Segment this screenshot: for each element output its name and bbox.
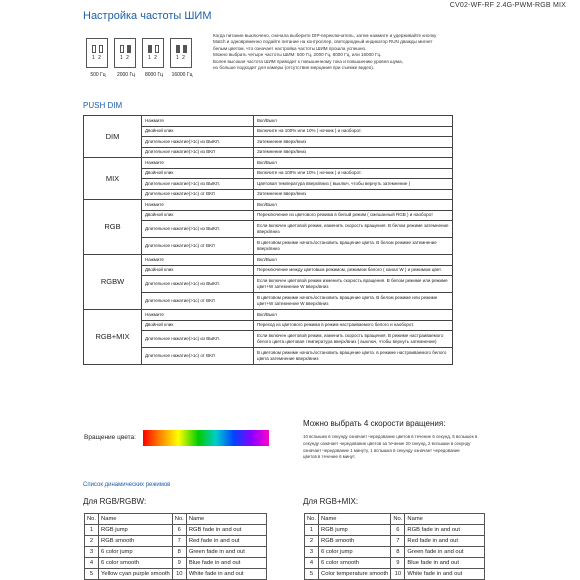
pwm-instructions: [213, 33, 453, 71]
table-row: [84, 116, 453, 127]
mode-name: RGB fade in and out: [186, 525, 266, 536]
mode-number: 1: [85, 525, 99, 536]
result-cell: Цветовая температура вверх/вниз ( выключ, чтобы вернуть затемнение ): [254, 179, 453, 190]
action-cell: Нажмите: [142, 310, 254, 321]
speed-text-line: цветов в течение 6 минут.: [303, 454, 356, 460]
mode-number: 4: [305, 558, 319, 569]
mode-number: 8: [391, 547, 405, 558]
pwm-section-title: Настройка частоты ШИМ: [83, 10, 212, 22]
result-cell: Вкл/Выкл: [254, 158, 453, 169]
rgb-rgbw-modes-table: [84, 513, 267, 580]
mode-number: 2: [305, 536, 319, 547]
dip-switch-box: [170, 38, 192, 68]
result-cell: Если включен цветовой режим, изменить скорость вращения. В режиме настраиваемого белого цвета цветовая температура вверх/вниз ( выключ, чтобы вернуть затемнение): [254, 331, 453, 348]
column-header: No.: [172, 514, 186, 525]
result-cell: Вкл/Выкл: [254, 116, 453, 127]
dip-lever: [155, 45, 159, 53]
action-cell: Длительное нажатие(>1с) из ВЫКЛ.: [142, 331, 254, 348]
action-cell: Двойной клик: [142, 210, 254, 221]
model-name: CV02-WF-RF 2.4G-PWM-RGB MIX: [449, 2, 566, 9]
speed-description: [303, 434, 478, 461]
dip-switch-3: [142, 38, 166, 78]
action-cell: Нажмите: [142, 255, 254, 266]
action-cell: Длительное нажатие(>1с) от ВКЛ: [142, 348, 254, 365]
dip-switch-levers: [148, 45, 159, 53]
mode-number: 5: [85, 569, 99, 580]
push-dim-title: PUSH DIM: [83, 101, 123, 110]
dynamic-modes-title: Список динамических режимов: [83, 482, 171, 488]
action-cell: Длительное нажатие(>1с) из ВЫКЛ.: [142, 137, 254, 148]
dip-lever: [99, 45, 103, 53]
pwm-text-line: Можно выбрать четыре частоты ШИМ: 500 Гц, 2000 Гц, 8000 Гц, или 16000 Гц.: [213, 52, 382, 58]
dip-switch-numbers: 1 2: [148, 55, 158, 61]
mode-name: Color temperature smooth: [319, 569, 391, 580]
dip-switch-1: [86, 38, 110, 78]
table-row: [85, 547, 267, 558]
table-row: [85, 536, 267, 547]
result-cell: Затемнение вверх/вниз: [254, 147, 453, 158]
table-row: [84, 158, 453, 169]
mode-number: 1: [305, 525, 319, 536]
result-cell: Включите на 100% или 10% ( ночник ) и наоборот.: [254, 126, 453, 137]
result-cell: Если включен цветовой режим, изменить скорость вращения. В белом режиме затемнение вверх/вниз: [254, 221, 453, 238]
mode-name: White fade in and out: [405, 569, 485, 580]
table-row: [84, 200, 453, 211]
mode-number: 9: [172, 558, 186, 569]
mode-number: 2: [85, 536, 99, 547]
dip-frequency-label: 2000 Гц: [116, 72, 136, 78]
result-cell: Переключение из цветового режима в белый режим ( смешанный RGB ) и наоборот: [254, 210, 453, 221]
result-cell: В цветовом режиме начать/остановить вращение цвета. В белом режиме затемнение вверх/вниз: [254, 238, 453, 255]
mode-name: Blue fade in and out: [186, 558, 266, 569]
mode-name: Yellow cyan purple smooth: [99, 569, 173, 580]
rgb-mix-title: Для RGB+MIX:: [303, 497, 359, 506]
dip-switch-numbers: 1 2: [176, 55, 186, 61]
pwm-text-line: белым цветом, что означает настройка частоты ШИМ прошла успешно.: [213, 45, 367, 51]
table-row: [305, 525, 485, 536]
mode-number: 4: [85, 558, 99, 569]
rgb-mix-modes-table: [304, 513, 485, 580]
dip-lever: [176, 45, 180, 53]
action-cell: Длительное нажатие(>1с) от ВКЛ: [142, 189, 254, 200]
dip-switch-levers: [120, 45, 131, 53]
table-row: [85, 525, 267, 536]
mode-name: MIX: [84, 158, 142, 200]
dip-lever: [92, 45, 96, 53]
mode-name: RGB jump: [99, 525, 173, 536]
mode-number: 3: [85, 547, 99, 558]
mode-number: 10: [172, 569, 186, 580]
mode-name: 6 color jump: [319, 547, 391, 558]
dip-switch-box: [114, 38, 136, 68]
result-cell: Переключение между цветовым режимом, режимом белого ( канал W ) и режимом цвет.: [254, 265, 453, 276]
dip-switch-box: [86, 38, 108, 68]
table-row: [84, 255, 453, 266]
result-cell: Вкл/Выкл: [254, 310, 453, 321]
pwm-text-line: но больше подходит для камеры (отсутствие мерцания при съемке видео).: [213, 65, 375, 71]
dip-lever: [148, 45, 152, 53]
table-row: [305, 558, 485, 569]
mode-number: 6: [391, 525, 405, 536]
result-cell: В цветовом режиме начать/остановить вращение цвета. В белом режиме или режиме цвет+W затемнение W вверх/вниз: [254, 293, 453, 310]
mode-name: 6 color jump: [99, 547, 173, 558]
dip-switch-4: [170, 38, 194, 78]
pwm-text-line: Когда питание выключено, сначала выберите DIP-переключатель, затем нажмите и удерживайте кнопку: [213, 33, 437, 38]
column-header: No.: [391, 514, 405, 525]
action-cell: Длительное нажатие(>1с) от ВКЛ: [142, 293, 254, 310]
mode-name: 6 color smooth: [99, 558, 173, 569]
table-row: [305, 547, 485, 558]
action-cell: Двойной клик: [142, 265, 254, 276]
column-header: No.: [305, 514, 319, 525]
color-rotation-gradient: [143, 430, 269, 446]
column-header: Name: [186, 514, 266, 525]
action-cell: Двойной клик: [142, 126, 254, 137]
result-cell: Затемнение вверх/вниз: [254, 137, 453, 148]
action-cell: Двойной клик: [142, 168, 254, 179]
dip-switch-diagrams: [86, 38, 194, 78]
result-cell: Включите на 100% или 10% ( ночник ) и наоборот.: [254, 168, 453, 179]
table-row: [85, 569, 267, 580]
mode-number: 7: [391, 536, 405, 547]
table-row: [305, 569, 485, 580]
dip-switch-numbers: 1 2: [120, 55, 130, 61]
mode-number: 9: [391, 558, 405, 569]
table-header-row: [305, 514, 485, 525]
mode-name: Green fade in and out: [405, 547, 485, 558]
dip-frequency-label: 8000 Гц: [144, 72, 164, 78]
action-cell: Нажмите: [142, 116, 254, 127]
mode-name: RGB: [84, 200, 142, 255]
mode-name: DIM: [84, 116, 142, 158]
mode-number: 6: [172, 525, 186, 536]
mode-name: RGB smooth: [99, 536, 173, 547]
dip-switch-box: [142, 38, 164, 68]
result-cell: Затемнение вверх/вниз: [254, 189, 453, 200]
mode-name: RGB jump: [319, 525, 391, 536]
dip-lever: [183, 45, 187, 53]
mode-name: Blue fade in and out: [405, 558, 485, 569]
table-row: [85, 558, 267, 569]
dip-switch-numbers: 1 2: [92, 55, 102, 61]
pwm-text-line: Более высокая частота ШИМ приводит к повышенному тока и повышению уровня шума,: [213, 58, 403, 64]
action-cell: Длительное нажатие(>1с) из ВЫКЛ.: [142, 179, 254, 190]
result-cell: Вкл/Выкл: [254, 255, 453, 266]
result-cell: Вкл/Выкл: [254, 200, 453, 211]
dip-switch-levers: [176, 45, 187, 53]
dip-frequency-label: 16000 Гц: [171, 72, 193, 78]
mode-name: RGB+MIX: [84, 310, 142, 365]
speed-text-line: секунду означает чередование цветов за течение 20 секунд, 2 вспышки в секунду: [303, 440, 471, 446]
mode-name: Red fade in and out: [186, 536, 266, 547]
mode-name: Red fade in and out: [405, 536, 485, 547]
mode-name: RGB fade in and out: [405, 525, 485, 536]
result-cell: В цветовом режиме начать/остановить вращение цвета. в режиме настраиваемого белого цвета затемнение вверх/вниз: [254, 348, 453, 365]
column-header: Name: [99, 514, 173, 525]
mode-name: RGB smooth: [319, 536, 391, 547]
mode-number: 7: [172, 536, 186, 547]
push-dim-table: [83, 115, 453, 365]
mode-number: 5: [305, 569, 319, 580]
mode-name: 6 color smooth: [319, 558, 391, 569]
result-cell: Переход из цветового режима в режим настраиваемого белого и наоборот.: [254, 320, 453, 331]
dip-frequency-label: 500 Гц: [90, 72, 106, 78]
rgb-rgbw-title: Для RGB/RGBW:: [83, 497, 147, 506]
action-cell: Длительное нажатие(>1с) из ВКЛ: [142, 147, 254, 158]
action-cell: Двойной клик: [142, 320, 254, 331]
table-row: [84, 310, 453, 321]
mode-name: Green fade in and out: [186, 547, 266, 558]
mode-number: 10: [391, 569, 405, 580]
mode-number: 3: [305, 547, 319, 558]
column-header: Name: [405, 514, 485, 525]
action-cell: Длительное нажатие(>1с) из ВЫКЛ.: [142, 276, 254, 293]
dip-switch-2: [114, 38, 138, 78]
table-row: [305, 536, 485, 547]
dip-lever: [120, 45, 124, 53]
pwm-text-line: Match и одновременно подайте питание на контроллер, светодиодный индикатор RUN дважды мигнет: [213, 39, 433, 45]
action-cell: Длительное нажатие(>1с) от ВКЛ: [142, 238, 254, 255]
dip-switch-levers: [92, 45, 103, 53]
column-header: Name: [319, 514, 391, 525]
action-cell: Нажмите: [142, 200, 254, 211]
dip-lever: [127, 45, 131, 53]
color-rotation-label: Вращение цвета:: [84, 434, 136, 441]
action-cell: Длительное нажатие(>1с) из ВЫКЛ.: [142, 221, 254, 238]
mode-name: White fade in and out: [186, 569, 266, 580]
speed-title: Можно выбрать 4 скорости вращения:: [303, 419, 446, 428]
mode-number: 8: [172, 547, 186, 558]
speed-text-line: означает чередование 1 минуту, 1 вспышка в секунду означает чередование: [303, 447, 460, 453]
speed-text-line: 10 вспышек в секунду означает чередование цветов в течение 6 секунд, 5 вспышек в: [303, 434, 478, 439]
result-cell: Если включен цветовой режим изменить скорость вращения. В белом режиме или режиме цвет+W затемнение W вверх/вниз: [254, 276, 453, 293]
mode-name: RGBW: [84, 255, 142, 310]
action-cell: Нажмите: [142, 158, 254, 169]
column-header: No.: [85, 514, 99, 525]
table-header-row: [85, 514, 267, 525]
